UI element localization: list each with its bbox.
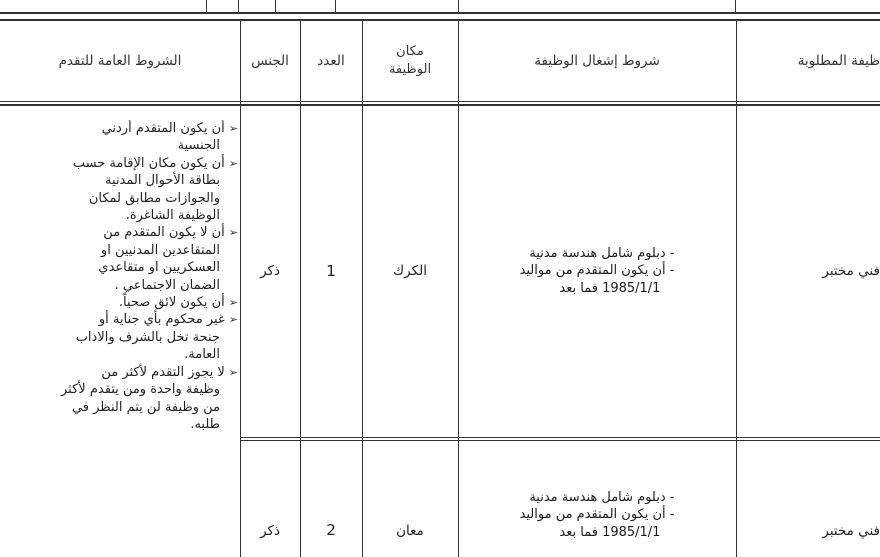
cond-line: طلبه. <box>190 416 220 432</box>
row2-conditions-block <box>520 489 675 542</box>
row2-job-title: فني مختبر <box>822 523 880 539</box>
header-location-line1: مكان <box>396 44 424 59</box>
top-partial-divider <box>335 0 336 12</box>
row2-condition-line: - أن يكون المتقدم من مواليد <box>519 507 675 522</box>
bullet-arrow-icon: ➢ <box>228 226 238 240</box>
row2-count: 2 <box>326 521 336 539</box>
cond-line: ➢أن يكون مكان الإقامة حسب <box>72 155 238 171</box>
top-partial-divider <box>238 0 239 12</box>
cond-line: والجوازات مطابق لمكان <box>88 190 220 206</box>
top-partial-divider <box>206 0 207 12</box>
top-partial-divider <box>275 0 276 12</box>
row-divider <box>240 437 880 438</box>
cond-line: ➢أن يكون المتقدم أردني <box>101 121 238 136</box>
cond-line: الوظيفة الشاغرة. <box>125 208 220 224</box>
row1-location: الكرك <box>393 263 427 279</box>
cond-line: من وظيفة لن يتم النظر في <box>71 399 220 415</box>
top-border <box>0 12 880 14</box>
row2-condition-line: - دبلوم شامل هندسة مدنية <box>529 489 675 505</box>
bullet-arrow-icon: ➢ <box>228 313 238 327</box>
row1-count: 1 <box>326 262 336 280</box>
cond-line: الضمان الاجتماعي . <box>114 277 220 293</box>
cond-line: ➢أن لا يكون المتقدم من <box>103 225 238 241</box>
cond-line: العسكريين او متقاعدي <box>98 260 220 276</box>
header-location <box>362 21 458 101</box>
cond-line: العامة. <box>184 347 220 363</box>
header-job-title: ظيفة المطلوبة <box>797 53 880 69</box>
bullet-arrow-icon: ➢ <box>228 296 238 310</box>
header-general-conditions: الشروط العامة للتقدم <box>58 53 182 69</box>
row1-gender: ذكر <box>260 263 280 279</box>
top-partial-divider <box>458 0 459 12</box>
header-location-line2: الوظيفة <box>388 62 432 77</box>
header-job-conditions: شروط إشغال الوظيفة <box>534 53 660 69</box>
row1-condition-line: 1985/1/1 فما بعد <box>559 280 661 296</box>
cond-line: وظيفة واحدة ومن يتقدم لأكثر <box>60 382 220 398</box>
bullet-arrow-icon: ➢ <box>228 122 238 135</box>
header-bottom-border <box>0 101 880 102</box>
cond-line: ➢لا يجوز التقدم لأكثر من <box>101 364 238 380</box>
cond-line: جنحة تخل بالشرف والاداب <box>75 329 220 345</box>
row1-job-conditions <box>458 105 736 437</box>
row1-condition-line: - أن يكون المتقدم من مواليد <box>519 263 675 279</box>
top-partial-divider <box>735 0 736 12</box>
row2-job-conditions <box>458 441 736 557</box>
header-count: العدد <box>317 53 345 69</box>
cond-line: ➢أن يكون لائق صحياً. <box>118 295 238 311</box>
general-conditions-list <box>0 120 238 433</box>
row1-job-title: فني مختبر <box>822 263 880 279</box>
cond-line: الجنسية <box>177 138 220 154</box>
row2-gender: ذكر <box>260 523 280 539</box>
cond-line: بطاقة الأحوال المدنية <box>105 173 220 189</box>
row1-condition-line: - دبلوم شامل هندسة مدنية <box>529 245 675 261</box>
row1-conditions-block <box>520 245 675 298</box>
bullet-arrow-icon: ➢ <box>228 365 238 379</box>
row2-location: معان <box>396 523 424 539</box>
cond-line: ➢غير محكوم بأي جناية أو <box>98 312 238 328</box>
header-gender: الجنس <box>251 53 289 69</box>
bullet-arrow-icon: ➢ <box>228 156 238 170</box>
cond-line: المتقاعدين المدنيين او <box>100 242 220 258</box>
row2-condition-line: 1985/1/1 فما بعد <box>559 524 661 540</box>
